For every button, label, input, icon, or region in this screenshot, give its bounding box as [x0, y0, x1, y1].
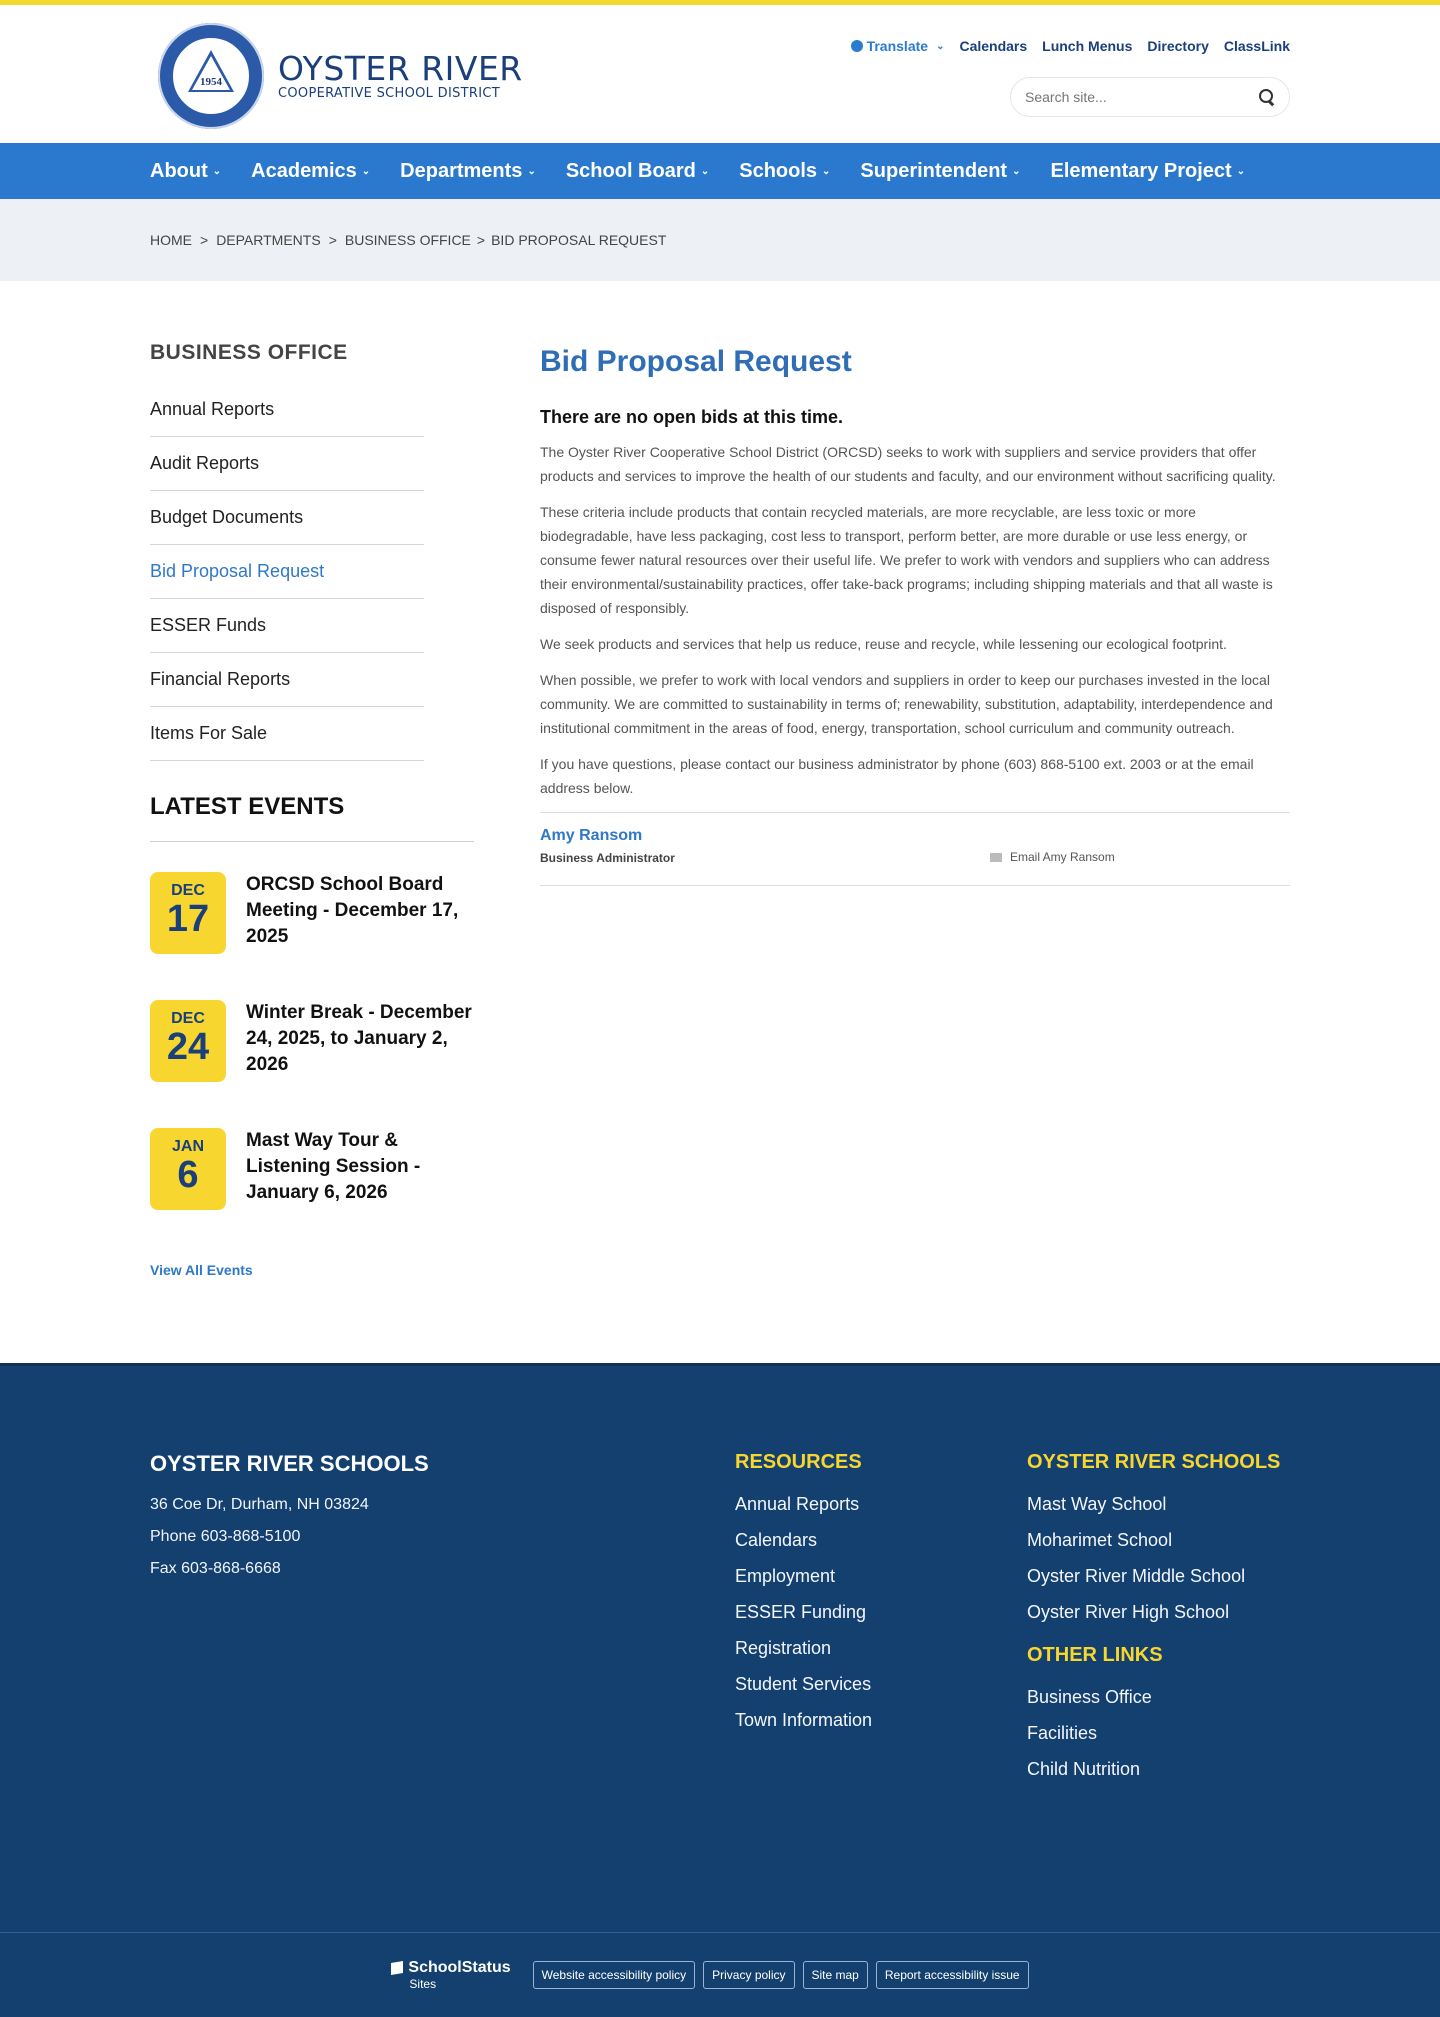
footer-bottom-bar	[0, 1932, 1440, 2017]
footer-fax: Fax 603-868-6668	[150, 1560, 281, 1577]
events-heading: LATEST EVENTS	[150, 793, 474, 842]
footer-link-middle-school[interactable]: Oyster River Middle School	[1027, 1566, 1246, 1586]
envelope-icon	[990, 853, 1002, 862]
page-title: Bid Proposal Request	[540, 345, 852, 378]
event-item[interactable]	[150, 872, 474, 970]
footer-link-mast-way[interactable]: Mast Way School	[1027, 1494, 1167, 1514]
nav-school-board[interactable]: School Board ⌄	[565, 159, 710, 182]
chevron-down-icon: ⌄	[527, 165, 536, 177]
event-date-badge: JAN 6	[150, 1128, 226, 1210]
logo-subtitle: COOPERATIVE SCHOOL DISTRICT	[278, 85, 500, 101]
footer-link-moharimet[interactable]: Moharimet School	[1027, 1530, 1173, 1550]
privacy-policy-button[interactable]: Privacy policy	[703, 1961, 794, 1989]
breadcrumb-home[interactable]: HOME	[150, 232, 192, 248]
breadcrumb-departments[interactable]: DEPARTMENTS	[216, 232, 321, 248]
sidebar-item-items-for-sale[interactable]: Items For Sale	[150, 707, 424, 761]
main-nav	[0, 143, 1440, 199]
chevron-down-icon: ⌄	[212, 165, 222, 177]
chevron-down-icon: ⌄	[361, 165, 371, 177]
event-item[interactable]	[150, 1128, 474, 1226]
breadcrumb-separator: >	[328, 232, 337, 248]
site-header	[0, 5, 1440, 143]
footer-address: 36 Coe Dr, Durham, NH 03824	[150, 1496, 369, 1513]
event-title: Winter Break - December 24, 2025, to January 2, 2026	[246, 1002, 472, 1075]
chevron-down-icon: ⌄	[936, 40, 945, 52]
district-seal-icon: 1954	[158, 23, 264, 129]
body-paragraph: If you have questions, please contact our business administrator by phone (603) 868-5100 ext. 2003 or at the email address below.	[540, 756, 1254, 796]
breadcrumb	[0, 199, 1440, 281]
body-paragraph: When possible, we prefer to work with local vendors and suppliers in order to keep our purchases invested in the local community. We are committed to sustainability in terms of; renewability, substitution, adaptability, interdependence and institutional commitment in the areas of food, energy, transportation, school curriculum and community outreach.	[540, 672, 1273, 736]
footer-schools-heading: OYSTER RIVER SCHOOLS	[1027, 1451, 1281, 1473]
page-subtitle: There are no open bids at this time.	[540, 407, 844, 427]
site-footer	[0, 1363, 1440, 2017]
sidebar-item-budget-documents[interactable]: Budget Documents	[150, 491, 424, 545]
footer-link-esser-funding[interactable]: ESSER Funding	[735, 1602, 867, 1622]
breadcrumb-separator: >	[200, 232, 209, 248]
sidebar-item-audit-reports[interactable]: Audit Reports	[150, 437, 424, 491]
footer-link-calendars[interactable]: Calendars	[735, 1530, 818, 1550]
event-date-badge: DEC 24	[150, 1000, 226, 1082]
breadcrumb-separator: >	[476, 232, 486, 248]
accessibility-policy-button[interactable]: Website accessibility policy	[533, 1961, 696, 1989]
search-icon[interactable]	[1259, 89, 1275, 105]
event-date-badge: DEC 17	[150, 872, 226, 954]
util-link-classlink[interactable]: ClassLink	[1223, 38, 1290, 54]
util-link-lunch-menus[interactable]: Lunch Menus	[1042, 38, 1133, 54]
footer-org-title: OYSTER RIVER SCHOOLS	[150, 1451, 429, 1476]
body-paragraph: We seek products and services that help us reduce, reuse and recycle, while lessening our ecological footprint.	[540, 636, 1227, 652]
chevron-down-icon: ⌄	[822, 165, 831, 177]
event-title: ORCSD School Board Meeting - December 17, 2025	[246, 874, 459, 947]
page-content	[474, 281, 1290, 1363]
sidebar-item-bid-proposal-request[interactable]: Bid Proposal Request	[150, 545, 424, 599]
schoolstatus-book-icon	[391, 1961, 403, 1975]
site-search	[1010, 77, 1290, 117]
main-area	[0, 281, 1440, 1363]
sidebar-item-financial-reports[interactable]: Financial Reports	[150, 653, 424, 707]
sidebar-item-esser-funds[interactable]: ESSER Funds	[150, 599, 424, 653]
chevron-down-icon: ⌄	[1012, 165, 1021, 177]
footer-link-child-nutrition[interactable]: Child Nutrition	[1027, 1759, 1141, 1779]
contact-name-link[interactable]: Amy Ransom	[540, 827, 643, 844]
footer-link-registration[interactable]: Registration	[735, 1638, 832, 1658]
sidebar-title: BUSINESS OFFICE	[150, 341, 348, 364]
body-paragraph: These criteria include products that contain recycled materials, are more recyclable, are less toxic or more biodegradable, have less packaging, cost less to transport, perform better, are more durable or use less energy, or consume fewer natural resources over their useful life. We prefer to work with vendors and suppliers who can address their environmental/sustainability practices, offer take-back programs; including shipping materials and that all waste is disposed of responsibly.	[540, 504, 1273, 616]
contact-role: Business Administrator	[540, 851, 675, 865]
sidebar-nav	[150, 383, 424, 761]
breadcrumb-current: BID PROPOSAL REQUEST	[491, 232, 667, 248]
footer-link-high-school[interactable]: Oyster River High School	[1027, 1602, 1230, 1622]
footer-link-annual-reports[interactable]: Annual Reports	[735, 1494, 860, 1514]
footer-schools	[1027, 1451, 1280, 1787]
footer-resources-heading: RESOURCES	[735, 1451, 862, 1473]
chevron-down-icon: ⌄	[1236, 165, 1246, 177]
report-accessibility-issue-button[interactable]: Report accessibility issue	[876, 1961, 1029, 1989]
footer-link-town-information[interactable]: Town Information	[735, 1710, 873, 1730]
body-paragraph: The Oyster River Cooperative School District (ORCSD) seeks to work with suppliers and service providers that offer products and services to improve the health of our students and faculty, and our environment without sacrificing quality.	[540, 444, 1276, 484]
view-all-events-link[interactable]: View All Events	[150, 1262, 253, 1278]
nav-academics[interactable]: Academics ⌄	[251, 159, 371, 182]
sidebar	[150, 281, 474, 1363]
footer-phone: Phone 603-868-5100	[150, 1528, 301, 1545]
util-link-directory[interactable]: Directory	[1147, 38, 1209, 54]
nav-elementary-project[interactable]: Elementary Project ⌄	[1050, 159, 1246, 182]
translate-dropdown[interactable]: Translate ⌄	[851, 38, 945, 54]
footer-contact	[150, 1451, 429, 1585]
contact-card	[540, 812, 1290, 886]
sidebar-item-annual-reports[interactable]: Annual Reports	[150, 383, 424, 437]
district-logo[interactable]	[158, 23, 523, 129]
event-title: Mast Way Tour & Listening Session - January 6, 2026	[246, 1130, 421, 1203]
schoolstatus-logo[interactable]: SchoolStatus Sites	[391, 1959, 510, 1991]
footer-resources	[735, 1451, 872, 1738]
logo-title: OYSTER RIVER	[278, 48, 523, 88]
footer-link-facilities[interactable]: Facilities	[1027, 1723, 1098, 1743]
events-list	[150, 872, 474, 1226]
nav-schools[interactable]: Schools ⌄	[739, 159, 831, 182]
footer-link-business-office[interactable]: Business Office	[1027, 1687, 1152, 1707]
util-link-calendars[interactable]: Calendars	[959, 38, 1028, 54]
chevron-down-icon: ⌄	[700, 165, 710, 177]
breadcrumb-business-office[interactable]: BUSINESS OFFICE	[344, 232, 471, 248]
contact-email-link[interactable]: Email Amy Ransom	[990, 829, 1115, 885]
globe-icon	[851, 40, 863, 52]
nav-departments[interactable]: Departments ⌄	[400, 159, 536, 182]
site-map-button[interactable]: Site map	[803, 1961, 868, 1989]
nav-superintendent[interactable]: Superintendent ⌄	[860, 159, 1021, 182]
footer-link-employment[interactable]: Employment	[735, 1566, 836, 1586]
event-item[interactable]	[150, 1000, 474, 1098]
footer-other-heading: OTHER LINKS	[1027, 1644, 1163, 1666]
nav-about[interactable]: About ⌄	[150, 159, 222, 182]
footer-link-student-services[interactable]: Student Services	[735, 1674, 872, 1694]
utility-links	[851, 38, 1290, 54]
search-input[interactable]	[1025, 89, 1259, 105]
